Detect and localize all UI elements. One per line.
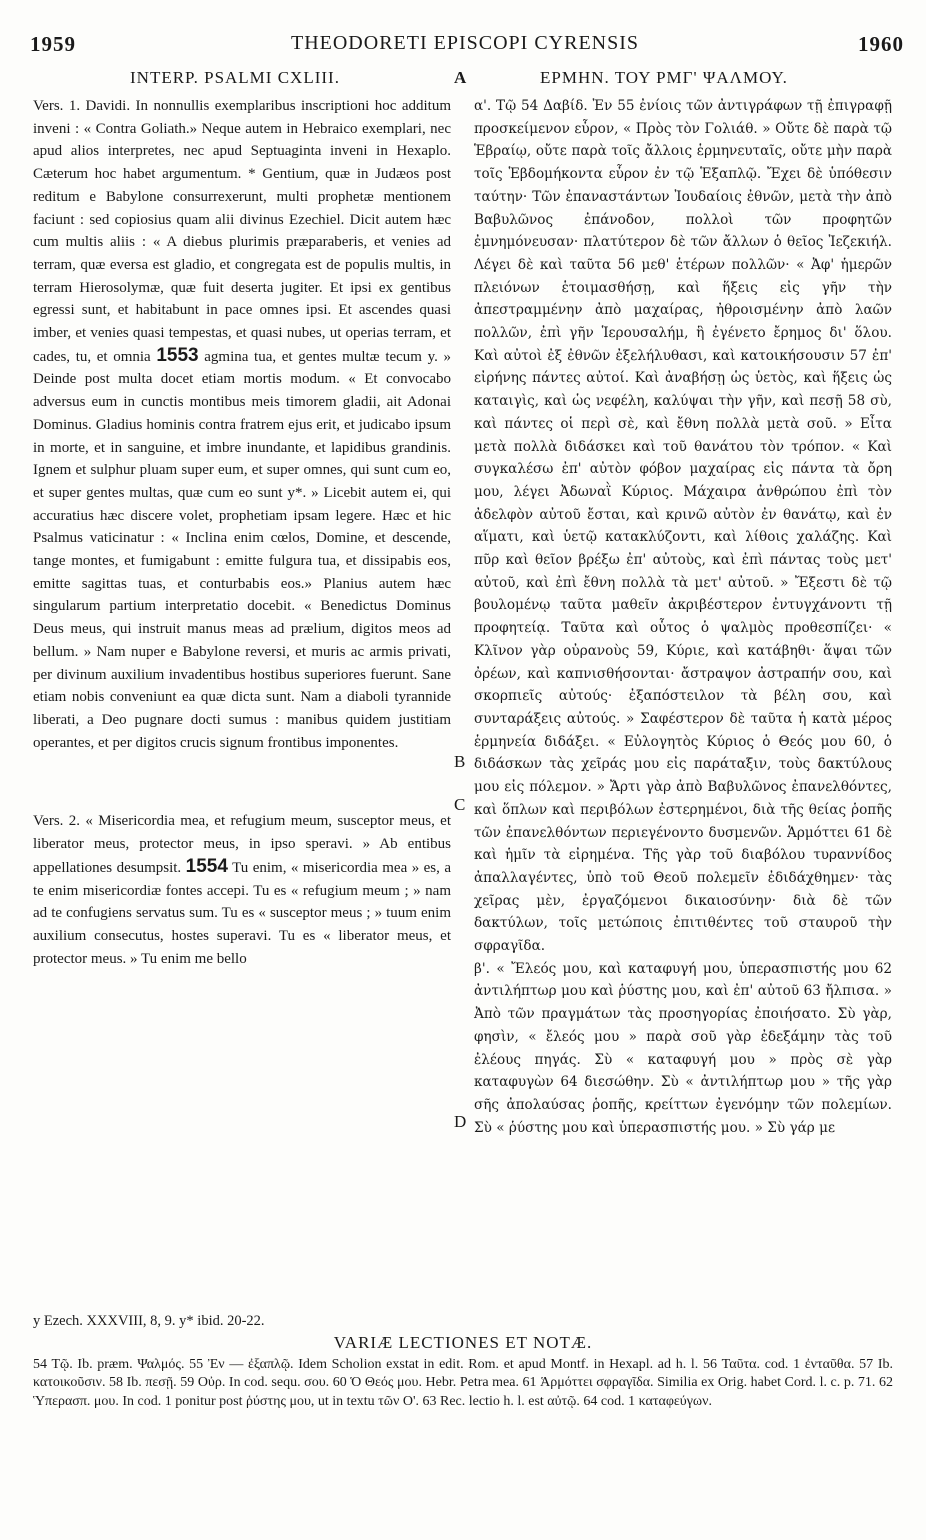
margin-letter-d: D: [454, 1112, 467, 1131]
running-title: THEODORETI EPISCOPI CYRENSIS: [290, 32, 640, 54]
latin-text: Vers. 1. Davidi. In nonnullis exemplaribus inscriptioni hoc additum inveni : « Contra Goliath.» Neque autem in Hebraico exemplari, nec apud alios interpretes, nec apud Septuaginta inveni in Hexaplo. Cæterum hoc habet argumentum. * Gentium, quæ in Judæos post reditum e Babylone consurrexerunt, multi prophetæ mentionem faciunt : sed copiosius quam alii divinus Ezechiel. Dicit autem hæc cum multis aliis : « A diebus plurimis præparaberis, et venies ad terram, quæ eversa est gladio, et congregata est de populis multis, in terram Hierosolymæ, quæ fuit deserta jugiter. Et ipsi ex gentibus egressi sunt, et habitabunt in pace omnes ipsi. Et ascendes quasi imber, et venies quasi tempestas, et quasi nubes, ut operias terram, et cades, tu, et omnia: [33, 98, 451, 365]
scripture-references: y Ezech. XXXVIII, 8, 9. y* ibid. 20-22.: [33, 1313, 265, 1329]
margin-letter-b: B: [454, 752, 466, 771]
page-header: [22, 32, 908, 62]
latin-text: Vers. 2. « Misericordia mea, et refugium meum, susceptor meus, et liberator meus, protector meus, in ipso speravi. » Ab entibus appellationes desumpsit.: [33, 813, 451, 876]
page-marker: 1554: [185, 855, 228, 877]
latin-text: agmina tua, et gentes multæ tecum y. » Deinde post multa docet etiam mortis modum. « Et convocabo adversus eum in cunctis montibus meis timorem gladii, ait Adonai Dominus. Gladius hominis contra fratrem ejus erit, et judicabo ipsum in morte, et in sanguine, et imbre inundante, et lapidibus grandinis. Ignem et sulphur pluam super eum, et super omnes, qui sunt cum eo, et super gentes multas, quæ cum eo sunt y*. » Licebit autem ei, qui accuratius hæc discere volet, prophetiam ipsam legere. Hæc et hic Psalmus vaticinatur : « Inclina enim cœlos, Domine, et descende, tange montes, et fumigabunt : emitte fulgura tua, et dissipabis eos, emitte sagittas tuas, et conturbabis eos.» Planius autem hæc singularum partium interpretatio docebit. « Benedictus Dominus Deus meus, qui instruit manus meas ad prælium, digitos meos ad bellum. » Nam nuper e Babylone reversi, et muris ac armis privati, per divinum auxilium invadentibus hostibus superiores fuerunt. Sane etiam nobis conveniunt ea quæ dicta sunt. Nam a diaboli tyrannide liberati, a Deo pugnare docti sumus : manibus quidem justitiam operantes, et per digitos crucis signum frontibus imponentes.: [33, 348, 452, 751]
latin-column: [33, 95, 451, 970]
page-number-right: 1960: [858, 32, 904, 56]
greek-paragraph-2: β'. « Ἔλεός μου, καὶ καταφυγή μου, ὑπερασπιστής μου 62 ἀντιλήπτωρ μου καὶ ῥύστης μου, καὶ ἐπ' αὐτοῦ 63 ἤλπισα. » Ἀπὸ τῶν πραγμάτων τὰς προσηγορίας ἐποιήσατο. Σὺ γὰρ, φησὶν, « ἔλεός μου » παρὰ σοῦ γὰρ ἐδεξάμην τὰς τοῦ ἐλέους πηγάς. Σὺ « καταφυγή μου » πρὸς σὲ γὰρ καταφυγὼν 64 διεσώθην. Σὺ « ἀντιλήπτωρ μου » τῆς γὰρ σῆς ἀπολαύσας ῥοπῆς, κρείττων ἐγενόμην τῶν πολεμίων. Σὺ « ῥύστης μου καὶ ὑπερασπιστής μου. » Σὺ γάρ με: [474, 960, 892, 1136]
column-headers: [0, 68, 926, 92]
page-marker: 1553: [156, 344, 199, 366]
latin-paragraph-2: [33, 810, 451, 970]
page-number-left: 1959: [30, 32, 76, 56]
greek-column: [474, 95, 892, 1139]
latin-paragraph-1: [33, 95, 451, 754]
latin-column-heading: INTERP. PSALMI CXLIII.: [130, 68, 340, 87]
margin-letter-c: C: [454, 795, 466, 814]
notes-title: VARIÆ LECTIONES ET NOTÆ.: [333, 1333, 593, 1352]
greek-paragraph-1: α'. Τῷ 54 Δαβίδ. Ἐν 55 ἐνίοις τῶν ἀντιγράφων τῇ ἐπιγραφῇ προσκείμενον εὗρον, « Πρὸς τὸν Γολιάθ. » Οὔτε δὲ παρὰ τῷ Ἑβραίῳ, οὔτε παρὰ τοῖς ἄλλοις ἑρμηνευταῖς, οὔτε μὴν παρὰ τοῖς Ἑβδομήκοντα εὗρον ἐν τῷ Ἑξαπλῷ. Ἔχει δὲ ὑπόθεσιν ταύτην· Τῶν ἐπαναστάντων Ἰουδαίοις ἐθνῶν, μετὰ τὴν ἀπὸ Βαβυλῶνος ἐπάνοδον, πολλοὶ τῶν προφητῶν ἐμνημόνευσαν· πλατύτερον δὲ τῶν ἄλλων ὁ θεῖος Ἰεζεκιήλ. Λέγει δὲ καὶ ταῦτα 56 μεθ' ἑτέρων πολλῶν· « Ἀφ' ἡμερῶν πλειόνων ἑτοιμασθήσῃ, καὶ ἥξεις εἰς γῆν τὴν ἀπεστραμμένην ἀπὸ μαχαίρας, ἠθροισμένην ἀπὸ λαῶν πολλῶν, ἐπὶ γῆν Ἱερουσαλήμ, ἣ ἐγένετο ἔρημος δι' ὅλου. Καὶ αὐτοὶ ἐξ ἐθνῶν ἐξελήλυθασι, καὶ κατοικήσουσιν 57 ἐπ' εἰρήνης πάντες αὐτοί. Καὶ ἀναβήσῃ ὡς ὑετὸς, καὶ ἥξεις ὡς καταιγὶς, καὶ ὡς νεφέλη, καλύψαι τὴν γῆν, καὶ πεσῇ 58 σὺ, καὶ πάντες οἱ περὶ σὲ, καὶ ἔθνη πολλὰ μετὰ σοῦ. » Εἶτα μετὰ πολλὰ διδάσκει καὶ τοῦ θανάτου τὸν τρόπον. « Καὶ συγκαλέσω ἐπ' αὐτὸν φόβον μαχαίρας εἰς πάντα τὰ ὄρη μου, λέγει Ἀδωναῒ Κύριος. Μάχαιρα ἀνθρώπου ἐπὶ τὸν ἀδελφὸν αὐτοῦ ἔσται, καὶ κρινῶ αὐτὸν ἐν θανάτῳ, καὶ ἐν αἵματι, καὶ ὑετῷ κατακλύζοντι, καὶ λίθοις χαλάζης. Καὶ πῦρ καὶ θεῖον βρέξω ἐπ' αὐτοὺς, καὶ ἐπὶ πάντας τοὺς μετ' αὐτοῦ, καὶ ἐπὶ ἔθνη πολλὰ τὰ μετ' αὐτοῦ. » Ἔξεστι δὲ τῷ βουλομένῳ ταῦτα μαθεῖν ἀκριβέστερον ἐντυγχάνοντι τῇ προφητείᾳ. Ταῦτα καὶ οὗτος ὁ ψαλμὸς προθεσπίζει· « Κλῖνον γὰρ οὐρανοὺς 59, Κύριε, καὶ κατάβηθι· ἅψαι τῶν ὀρέων, καὶ καπνισθήσονται· ἄστραψον ἀστραπήν σου, καὶ σκορπιεῖς αὐτούς· ἐξαπόστειλον τὰ βέλη σου, καὶ συνταράξεις αὐτούς. » Σαφέστερον δὲ ταῦτα ἡ κατὰ μέρος ἑρμηνεία διδάξει. « Εὐλογητὸς Κύριος ὁ Θεός μου 60, ὁ διδάσκων τὰς χεῖράς μου εἰς παράταξιν, τοὺς δακτύλους μου εἰς πόλεμον. » Ἄρτι γὰρ ἀπὸ Βαβυλῶνος ἐπανελθόντες, καὶ ὅπλων καὶ περιβόλων ἐστερημένοι, διὰ τῆς θείας ῥοπῆς τῶν ἐπανελθόντων περιεγένοντο δυσμενῶν. Ἁρμόττει 61 δὲ καὶ ἡμῖν τὰ εἰρημένα. Τῆς γὰρ τοῦ διαβόλου τυραννίδος ἀπαλλαγέντες, ὑπὸ τοῦ Θεοῦ πολεμεῖν ἐδιδάχθημεν· τὰς χεῖρας μὲν, ἐργαζόμενοι δικαιοσύνην· διὰ δὲ τῶν δακτύλων, τοῖς μετώποις ἐπιτιθέντες τοῦ σταυροῦ τὴν σφραγῖδα.: [474, 98, 892, 955]
notes-text: 54 Τῷ. Ib. præm. Ψαλμός. 55 Ἐν — ἐξαπλῷ. Idem Scholion exstat in edit. Rom. et apud Montf. in Hexapl. ad h. l. 56 Ταῦτα. cod. 1 ἐνταῦθα. 57 Ib. κατοικοῦσιν. 58 Ib. πεσῇ. 59 Οὐρ. In cod. sequ. σου. 60 Ὁ Θεός μου. Hebr. Petra mea. 61 Ἁρμόττει σφραγῖδα. Similia ex Orig. habet Cord. l. c. p. 71. 62 Ὑπερασπ. μου. In cod. 1 ponitur post ῥύστης μου, ut in textu τῶν Ο'. 63 Rec. lectio h. l. est αὐτῷ. 64 cod. 1 καταφεύγων.: [33, 1357, 893, 1409]
margin-letter-a: A: [454, 68, 467, 87]
latin-text: Tu enim, « misericordia mea » es, a te enim misericordiæ fontes accepi. Tu es « refugium meum ; » nam ad te confugiens servatus sum. Tu es « susceptor meus ; » tuum enim auxilium consecutus, hostes superavi. Tu es « liberator meus, et protector meus. » Tu enim me bello: [33, 859, 452, 967]
greek-column-heading: ΕΡΜΗΝ. ΤΟΥ ΡΜΓ' ΨΑΛΜΟΥ.: [540, 68, 788, 87]
